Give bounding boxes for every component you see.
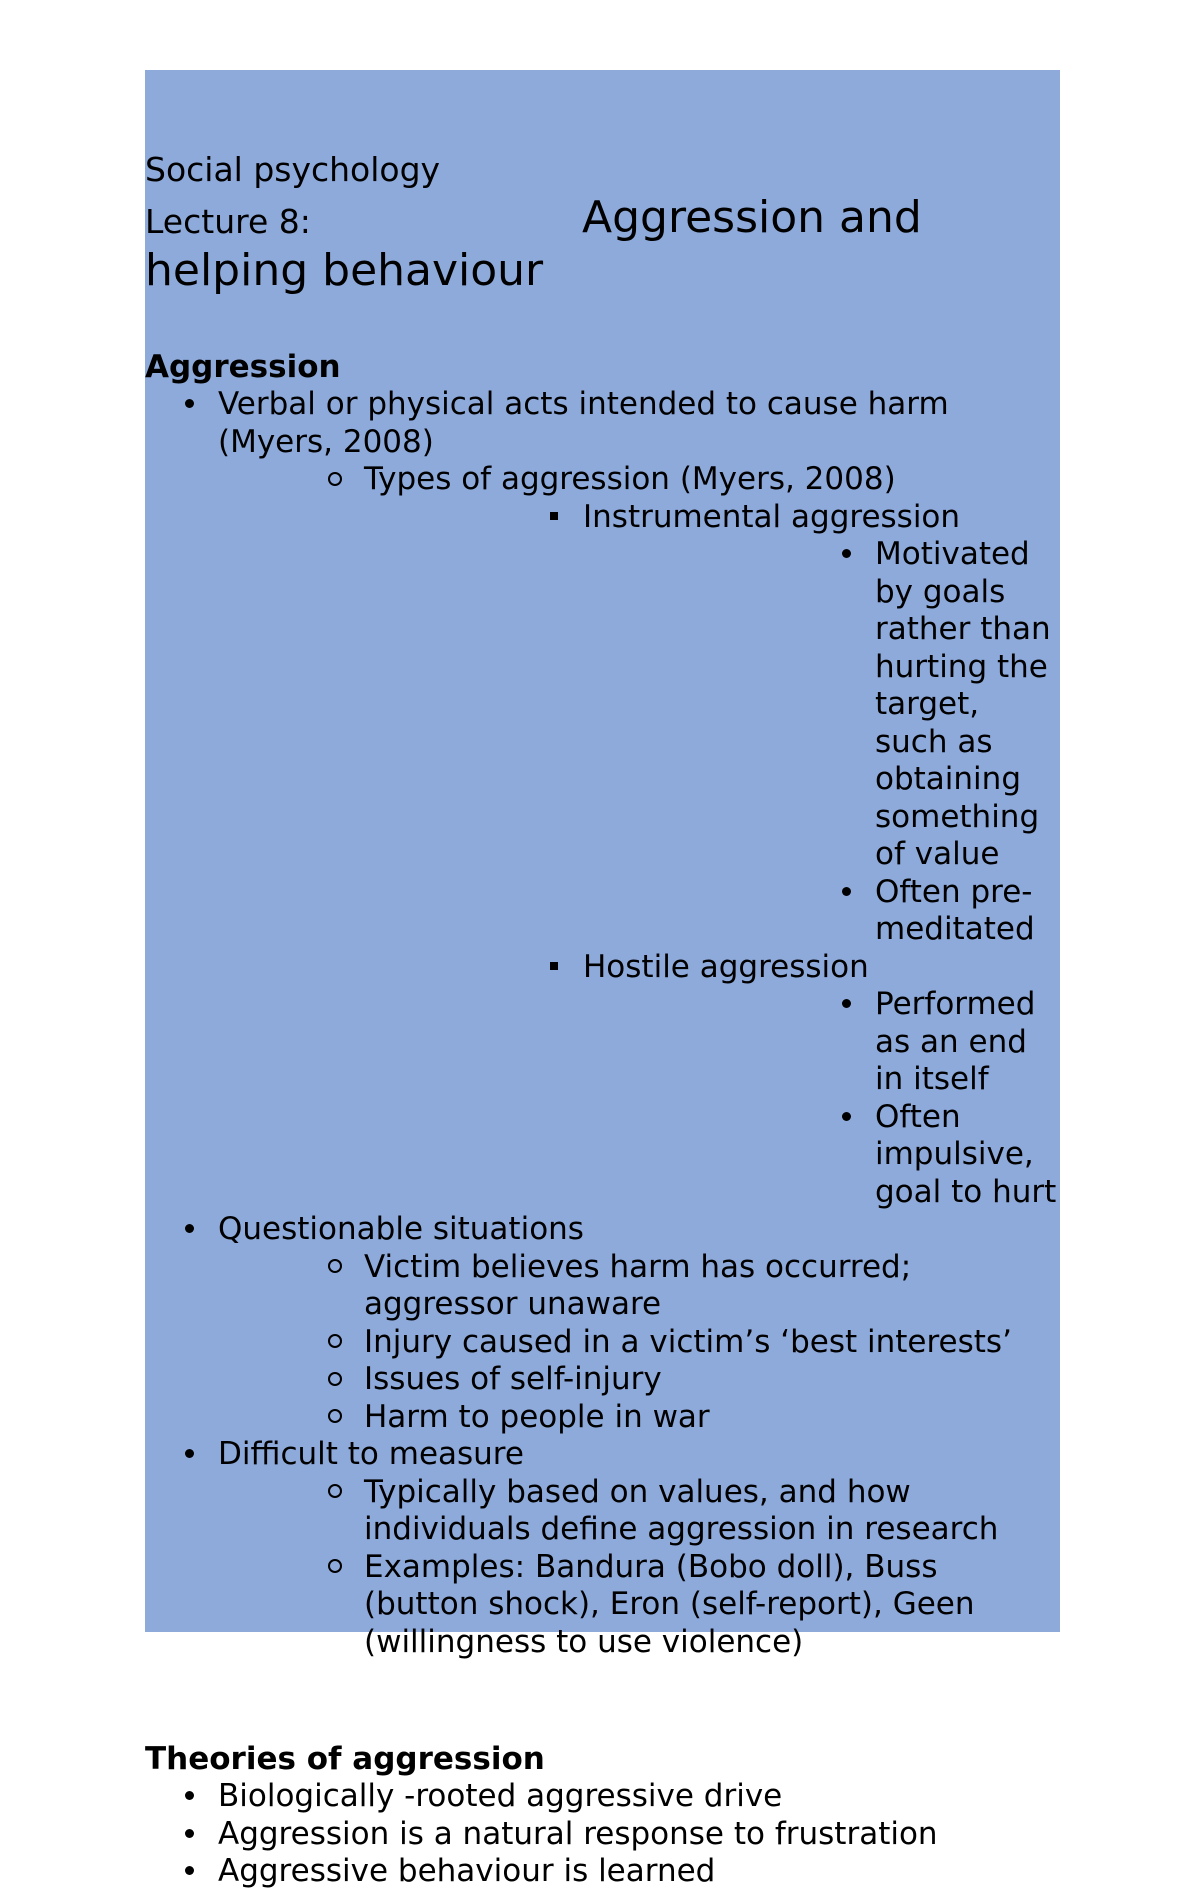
document-body xyxy=(145,146,1060,1891)
bullet-icon xyxy=(169,386,209,424)
hostile-points xyxy=(583,986,1060,1211)
instrumental-point: Often pre-meditated xyxy=(875,873,1035,947)
list-item xyxy=(145,386,1060,1211)
types-sublist xyxy=(364,499,1060,1212)
hostile-point: Performed as an end in itself xyxy=(875,986,1036,1097)
lecture-topic: Aggression and xyxy=(582,192,922,243)
list-item xyxy=(218,461,1060,1211)
circle-bullet-icon xyxy=(315,1474,355,1512)
types-heading: Types of aggression (Myers, 2008) xyxy=(364,461,896,497)
questionable-label: Questionable situations xyxy=(218,1211,584,1247)
bullet-icon xyxy=(169,1816,209,1854)
questionable-points xyxy=(218,1249,1060,1437)
lecture-heading xyxy=(145,194,1060,242)
measure-label: Difficult to measure xyxy=(218,1436,524,1472)
list-item xyxy=(583,1099,1060,1212)
theories-list xyxy=(145,1778,1060,1891)
bullet-icon xyxy=(826,1099,866,1137)
section-heading-theories: Theories of aggression xyxy=(145,1741,545,1777)
measure-point: Examples: Bandura (Bobo doll), Buss (button shock), Eron (self-report), Geen (willingness to use violence) xyxy=(364,1548,975,1660)
circle-bullet-icon xyxy=(315,1549,355,1587)
questionable-point: Issues of self-injury xyxy=(364,1361,662,1397)
list-item xyxy=(364,499,1060,949)
circle-bullet-icon xyxy=(315,1399,355,1437)
list-item xyxy=(583,874,1060,949)
bullet-icon xyxy=(169,1853,209,1891)
theory-point: Aggressive behaviour is learned xyxy=(218,1853,716,1889)
hostile-point: Often impulsive, goal to hurt xyxy=(875,1098,1057,1210)
bullet-icon xyxy=(169,1778,209,1816)
lecture-number: Lecture 8: xyxy=(145,202,311,241)
bullet-icon xyxy=(826,536,866,574)
list-item xyxy=(218,1474,1060,1549)
circle-bullet-icon xyxy=(315,1249,355,1287)
list-item xyxy=(218,1549,1060,1662)
list-item xyxy=(145,1211,1060,1436)
theory-point: Aggression is a natural response to frustration xyxy=(218,1815,938,1852)
bullet-icon xyxy=(826,874,866,912)
lecture-topic-continued: helping behaviour xyxy=(145,245,544,296)
list-item xyxy=(583,986,1060,1099)
instrumental-point: Motivated by goals rather than hurting the target, such as obtaining something of value xyxy=(875,536,1051,872)
list-item xyxy=(218,1324,1060,1362)
measure-points xyxy=(218,1474,1060,1662)
questionable-point: Harm to people in war xyxy=(364,1398,710,1435)
questionable-point: Injury caused in a victim’s ‘best interests’ xyxy=(364,1323,1012,1360)
square-bullet-icon xyxy=(534,949,574,987)
aggression-list xyxy=(145,386,1060,1661)
theory-point: Biologically -rooted aggressive drive xyxy=(218,1778,783,1814)
section-heading-aggression: Aggression xyxy=(145,349,341,385)
bullet-icon xyxy=(826,986,866,1024)
questionable-point: Victim believes harm has occurred; aggressor unaware xyxy=(364,1248,912,1322)
list-item xyxy=(583,536,1060,874)
list-item xyxy=(145,1816,1060,1854)
list-item xyxy=(364,949,1060,1212)
square-bullet-icon xyxy=(534,499,574,537)
list-item xyxy=(218,1399,1060,1437)
bullet-icon xyxy=(169,1211,209,1249)
list-item xyxy=(145,1853,1060,1891)
circle-bullet-icon xyxy=(315,461,355,499)
instrumental-points xyxy=(583,536,1060,949)
bullet-icon xyxy=(169,1436,209,1474)
list-item xyxy=(218,1249,1060,1324)
measure-point: Typically based on values, and how individuals define aggression in research xyxy=(364,1473,999,1547)
list-item xyxy=(145,1436,1060,1661)
hostile-label: Hostile aggression xyxy=(583,948,869,985)
aggression-definition: Verbal or physical acts intended to cause harm (Myers, 2008) xyxy=(218,386,949,460)
circle-bullet-icon xyxy=(315,1324,355,1362)
types-list xyxy=(218,461,1060,1211)
instrumental-label: Instrumental aggression xyxy=(583,498,961,535)
list-item xyxy=(218,1361,1060,1399)
list-item xyxy=(145,1778,1060,1816)
document-title: Social psychology xyxy=(145,150,441,189)
circle-bullet-icon xyxy=(315,1361,355,1399)
